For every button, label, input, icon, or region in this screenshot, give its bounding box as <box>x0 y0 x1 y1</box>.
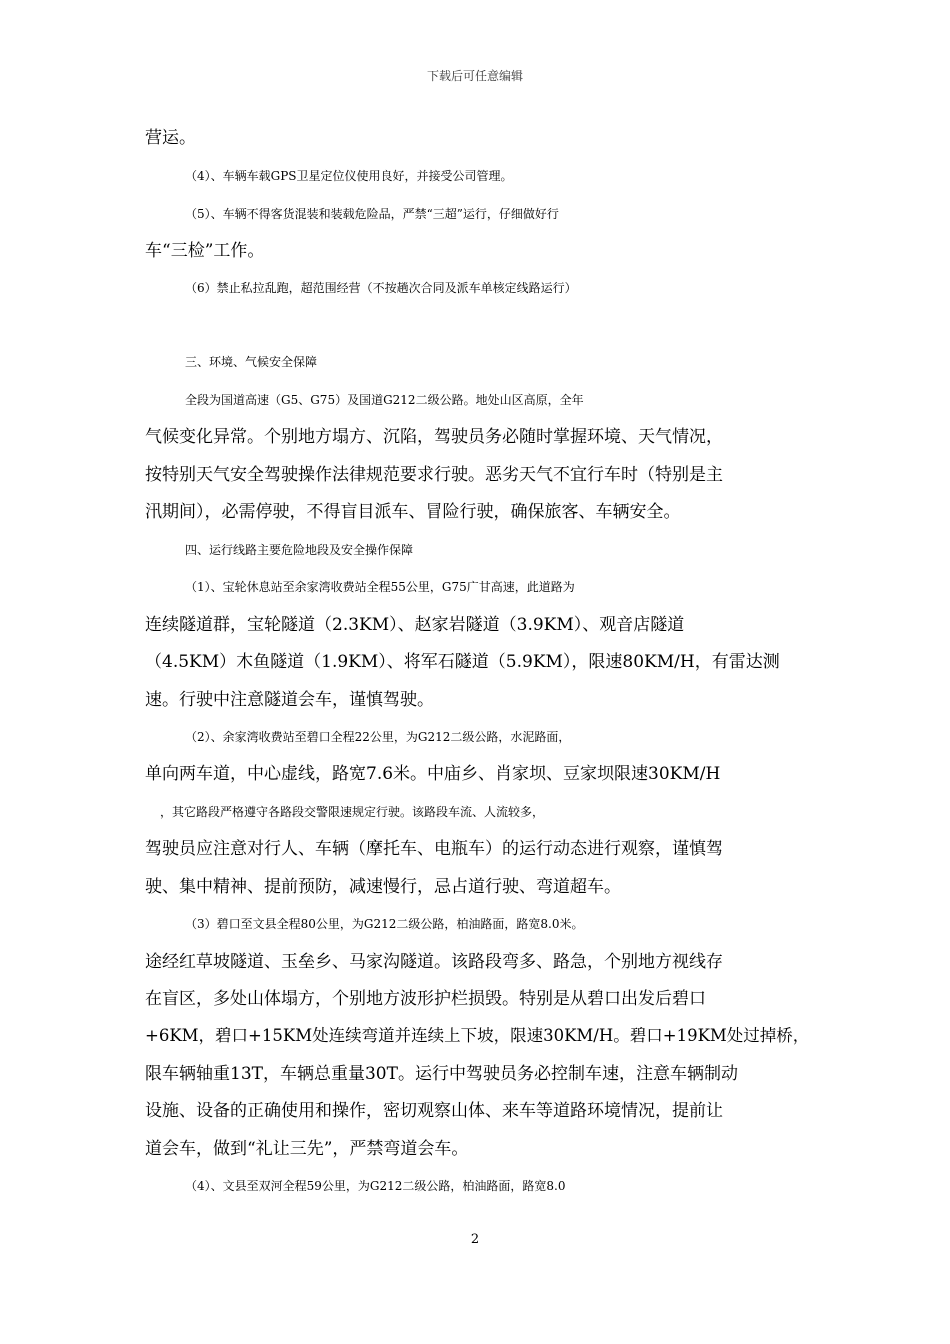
text-line: 驾驶员应注意对行人、车辆（摩托车、电瓶车）的运行动态进行观察，谨慎驾 <box>145 839 723 859</box>
text-line: （4.5KM）木鱼隧道（1.9KM）、将军石隧道（5.9KM），限速80KM/H，有雷达测 <box>145 652 780 672</box>
text-line: （1）、宝轮休息站至余家湾收费站全程55公里，G75广甘高速，此道路为 <box>185 580 575 594</box>
text-line: 速。行驶中注意隧道会车，谨慎驾驶。 <box>145 690 434 710</box>
text-line: ，其它路段严格遵守各路段交警限速规定行驶。该路段车流、人流较多， <box>160 805 545 819</box>
text-line: 按特别天气安全驾驶操作法律规范要求行驶。恶劣天气不宜行车时（特别是主 <box>145 465 723 485</box>
text-line: （2）、余家湾收费站至碧口全程22公里，为G212二级公路，水泥路面， <box>185 730 571 744</box>
text-line: 全段为国道高速（G5、G75）及国道G212二级公路。地处山区高原，全年 <box>185 393 584 407</box>
section-heading: 四、运行线路主要危险地段及安全操作保障 <box>185 543 414 557</box>
text-line: 车“三检”工作。 <box>145 241 265 261</box>
text-line: 途经红草坡隧道、玉垒乡、马家沟隧道。该路段弯多、路急，个别地方视线存 <box>145 952 723 972</box>
page-number: 2 <box>470 1232 480 1247</box>
text-line: 气候变化异常。个别地方塌方、沉陷，驾驶员务必随时掌握环境、天气情况， <box>145 427 723 447</box>
section-heading: 三、环境、气候安全保障 <box>185 355 318 369</box>
text-line: 驶、集中精神、提前预防，减速慢行，忌占道行驶、弯道超车。 <box>145 877 621 897</box>
text-line: 单向两车道，中心虚线，路宽7.6米。中庙乡、肖家坝、豆家坝限速30KM/H <box>145 764 721 784</box>
text-line: （3）碧口至文县全程80公里，为G212二级公路，柏油路面，路宽8.0米。 <box>185 917 584 931</box>
text-line: 营运。 <box>145 128 196 148</box>
text-line: 限车辆轴重13T，车辆总重量30T。运行中驾驶员务必控制车速，注意车辆制动 <box>145 1064 738 1084</box>
text-line: （5）、车辆不得客货混装和装载危险品，严禁“三超”运行，仔细做好行 <box>185 207 559 221</box>
text-line: （4）、文县至双河全程59公里，为G212二级公路，柏油路面，路宽8.0 <box>185 1179 566 1193</box>
text-line: 连续隧道群，宝轮隧道（2.3KM）、赵家岩隧道（3.9KM）、观音店隧道 <box>145 615 685 635</box>
text-line: 汛期间），必需停驶，不得盲目派车、冒险行驶，确保旅客、车辆安全。 <box>145 502 681 522</box>
text-line: 在盲区，多处山体塌方，个别地方波形护栏损毁。特别是从碧口出发后碧口 <box>145 989 706 1009</box>
page-header: 下载后可任意编辑 <box>426 69 523 83</box>
text-line: +6KM，碧口+15KM处连续弯道并连续上下坡，限速30KM/H。碧口+19KM处过掉桥， <box>145 1026 810 1045</box>
text-line: 道会车，做到“礼让三先”，严禁弯道会车。 <box>145 1139 469 1159</box>
text-line: （4）、车辆车载GPS卫星定位仪使用良好，并接受公司管理。 <box>185 169 513 183</box>
text-line: （6）禁止私拉乱跑，超范围经营（不按趟次合同及派车单核定线路运行） <box>185 281 577 295</box>
text-line: 设施、设备的正确使用和操作，密切观察山体、来车等道路环境情况，提前让 <box>145 1101 723 1121</box>
